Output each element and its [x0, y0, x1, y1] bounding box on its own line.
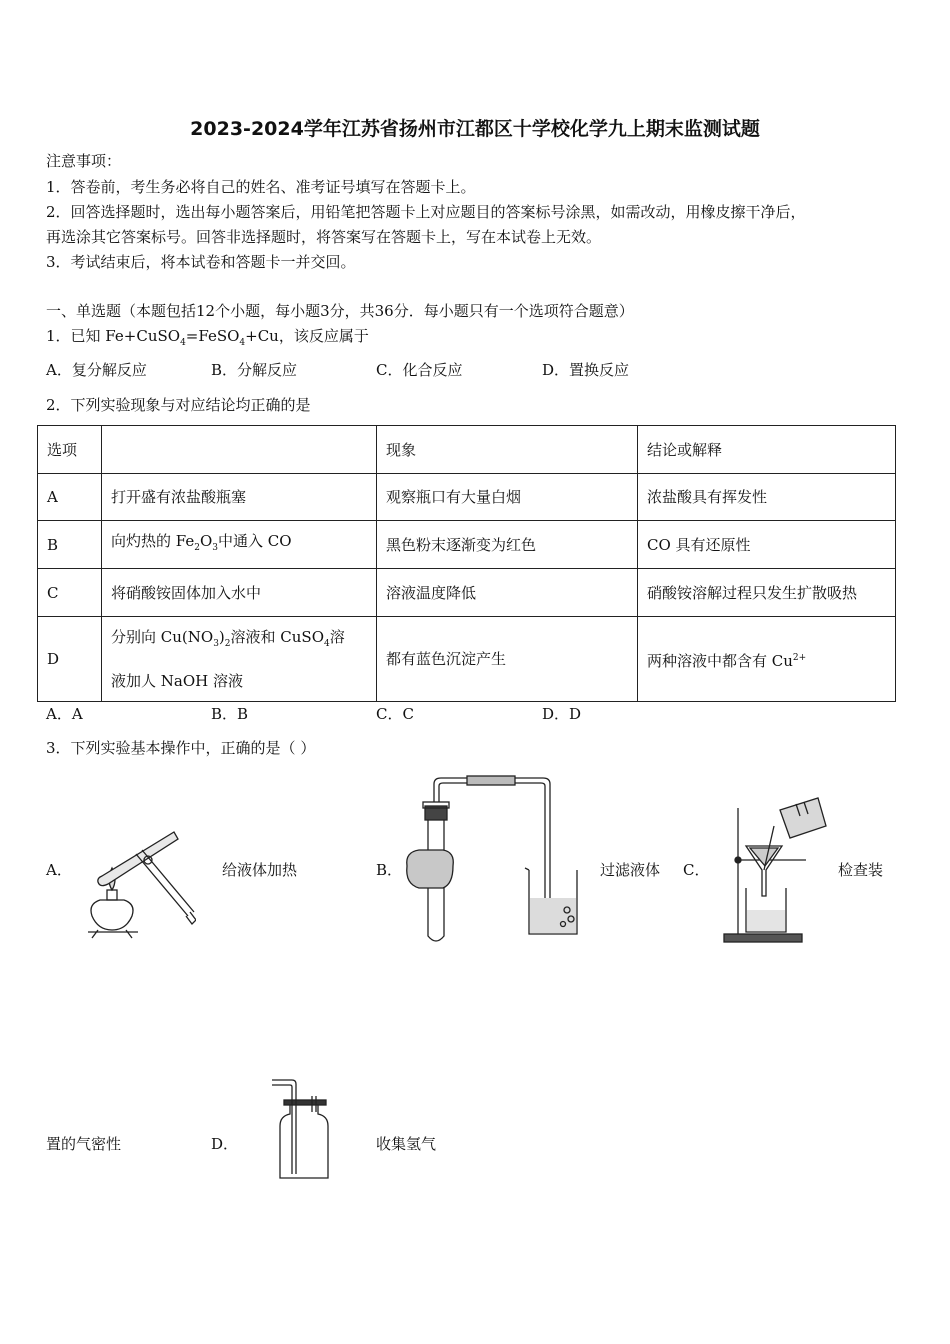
row-conclusion: 浓盐酸具有挥发性: [638, 474, 896, 521]
section-heading: 一、单选题（本题包括12个小题，每小题3分，共36分．每小题只有一个选项符合题意）: [46, 302, 634, 320]
notice-item-2-cont: 再选涂其它答案标号。回答非选择题时，将答案写在答题卡上，写在本试卷上无效。: [46, 228, 602, 246]
header-conclusion: 结论或解释: [638, 426, 896, 474]
row-operation: 将硝酸铵固体加入水中: [102, 569, 377, 617]
q1-option-c: C．化合反应: [376, 361, 463, 379]
row-option: C: [38, 569, 102, 617]
table-row: [38, 569, 896, 617]
header-operation: [102, 426, 377, 474]
row-option: B: [38, 521, 102, 569]
q3-b-text: 过滤液体: [600, 861, 661, 879]
row-phenomenon: 黑色粉末逐渐变为红色: [377, 521, 638, 569]
gas-tightness-figure: [403, 774, 583, 946]
table-row: [38, 474, 896, 521]
row-operation: 分别向 $Cu(NO_3)_2$溶液和 CuSO$_4$溶 液加人 NaOH 溶液: [102, 617, 377, 702]
row-option: D: [38, 617, 102, 702]
filtration-figure: [720, 796, 832, 946]
q3-a-label: A．: [46, 861, 72, 879]
q1-option-d: D．置换反应: [542, 361, 630, 379]
notice-item-2: 2．回答选择题时，选出每小题答案后，用铅笔把答题卡上对应题目的答案标号涂黑，如需改动，用橡皮擦干净后，: [46, 203, 806, 221]
table-header-row: [38, 426, 896, 474]
q1-option-b: B．分解反应: [211, 361, 298, 379]
q2-stem: 2．下列实验现象与对应结论均正确的是: [46, 396, 311, 414]
notice-item-3: 3．考试结束后，将本试卷和答题卡一并交回。: [46, 253, 356, 271]
q1-option-a: A．复分解反应: [46, 361, 147, 379]
q3-a-text: 给液体加热: [222, 861, 298, 879]
q2-table: [37, 425, 896, 702]
header-option: 选项: [38, 426, 102, 474]
heating-liquid-figure: [78, 828, 196, 940]
q3-d-text: 收集氢气: [376, 1135, 437, 1153]
q3-d-label: D．: [211, 1135, 239, 1153]
q2-option-a: A．A: [46, 705, 83, 723]
notice-heading: 注意事项：: [46, 152, 122, 170]
row-conclusion: 两种溶液中都含有 $Cu^{2+}$: [638, 617, 896, 702]
row-phenomenon: 观察瓶口有大量白烟: [377, 474, 638, 521]
collect-hydrogen-figure: [268, 1076, 334, 1182]
row-option: A: [38, 474, 102, 521]
q3-c-text: 检查装: [838, 861, 884, 879]
table-row: [38, 521, 896, 569]
q3-c-text-cont: 置的气密性: [46, 1135, 122, 1153]
row-phenomenon: 溶液温度降低: [377, 569, 638, 617]
row-operation: 打开盛有浓盐酸瓶塞: [102, 474, 377, 521]
notice-item-1: 1．答卷前，考生务必将自己的姓名、准考证号填写在答题卡上。: [46, 178, 476, 196]
row-conclusion: 硝酸铵溶解过程只发生扩散吸热: [638, 569, 896, 617]
row-phenomenon: 都有蓝色沉淀产生: [377, 617, 638, 702]
q1-stem: 1．已知 Fe+CuSO$_4$=FeSO$_4$+Cu，该反应属于: [46, 327, 369, 348]
q2-option-d: D．D: [542, 705, 582, 723]
header-phenomenon: 现象: [377, 426, 638, 474]
q3-stem: 3．下列实验基本操作中，正确的是（ ）: [46, 739, 316, 757]
table-row: [38, 617, 896, 702]
row-conclusion: CO 具有还原性: [638, 521, 896, 569]
page-title: 2023-2024学年江苏省扬州市江都区十学校化学九上期末监测试题: [190, 118, 760, 140]
q3-c-label: C．: [683, 861, 710, 879]
q2-option-c: C．C: [376, 705, 414, 723]
q2-option-b: B．B: [211, 705, 249, 723]
row-operation: 向灼热的 $Fe_2O_3$中通入 CO: [102, 521, 377, 569]
q3-b-label: B．: [376, 861, 403, 879]
